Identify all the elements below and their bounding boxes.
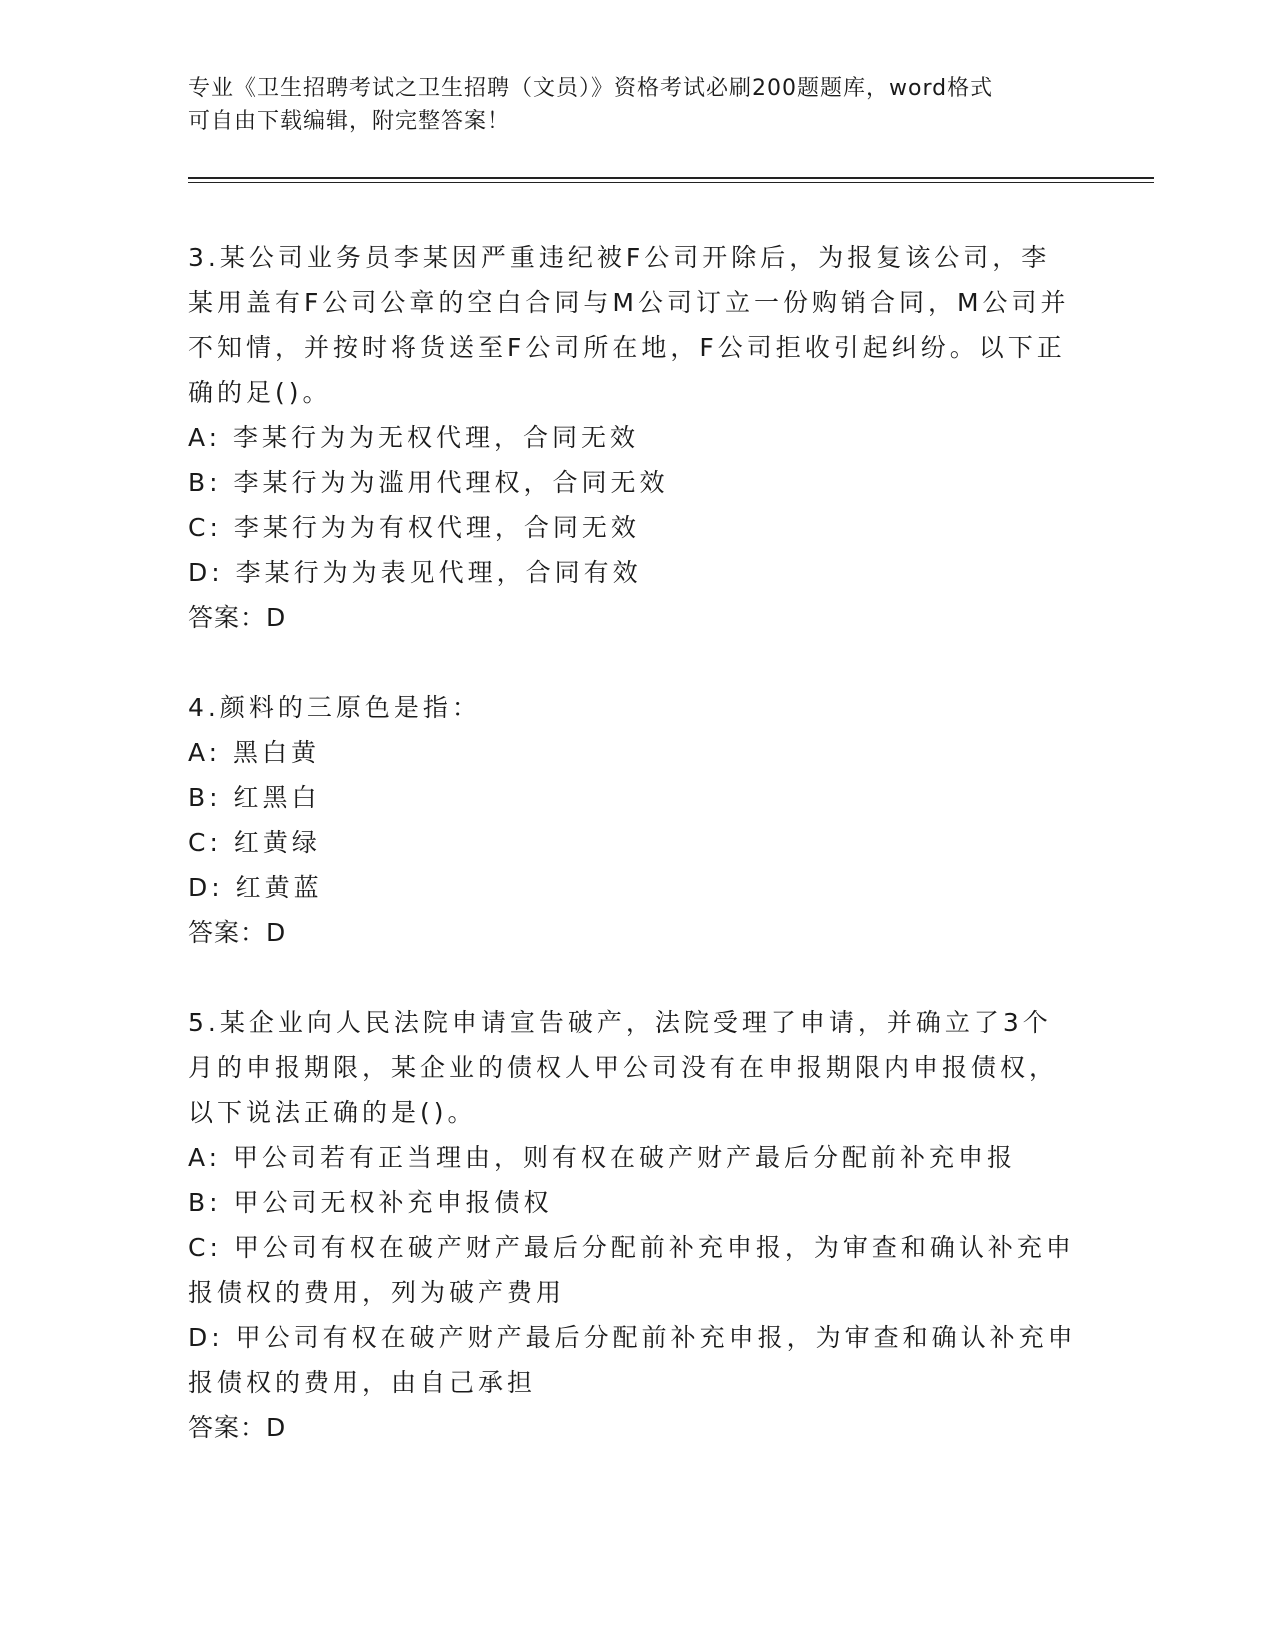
option-c: C: 红黄绿 <box>188 828 321 857</box>
option-c-continued: 报债权的费用，列为破产费用 <box>188 1278 566 1307</box>
header-divider-thin <box>188 182 1154 183</box>
option-b: B: 红黑白 <box>188 783 321 812</box>
answer-line: 答案：D <box>188 918 287 947</box>
question-stem-line: 确的足()。 <box>188 378 332 407</box>
question-spacer <box>188 955 1088 1000</box>
question-spacer <box>188 640 1088 685</box>
question-stem-line: 4.颜料的三原色是指： <box>188 693 481 722</box>
header-line-2: 可自由下载编辑，附完整答案！ <box>188 109 511 134</box>
question-stem-line: 5.某企业向人民法院申请宣告破产，法院受理了申请，并确立了3个 <box>188 1008 1052 1037</box>
option-d: D: 红黄蓝 <box>188 873 323 902</box>
question-5 <box>188 1000 1088 1450</box>
option-d-continued: 报债权的费用，由自己承担 <box>188 1368 537 1397</box>
option-a: A: 甲公司若有正当理由，则有权在破产财产最后分配前补充申报 <box>188 1143 1017 1172</box>
question-stem-line: 某用盖有F公司公章的空白合同与M公司订立一份购销合同，M公司并 <box>188 288 1070 317</box>
header-divider-thick <box>188 177 1154 179</box>
option-d: D: 李某行为为表见代理，合同有效 <box>188 558 642 587</box>
question-stem-line: 以下说法正确的是()。 <box>188 1098 477 1127</box>
question-list <box>188 235 1088 1450</box>
answer-line: 答案：D <box>188 603 287 632</box>
option-d: D: 甲公司有权在破产财产最后分配前补充申报，为审查和确认补充申 <box>188 1323 1077 1352</box>
option-b: B: 甲公司无权补充申报债权 <box>188 1188 553 1217</box>
option-c: C: 甲公司有权在破产财产最后分配前补充申报，为审查和确认补充申 <box>188 1233 1075 1262</box>
option-a: A: 黑白黄 <box>188 738 321 767</box>
question-3 <box>188 235 1088 640</box>
header-line-1: 专业《卫生招聘考试之卫生招聘（文员）》资格考试必刷200题题库，word格式 <box>188 76 994 101</box>
document-header <box>188 72 1088 138</box>
option-b: B: 李某行为为滥用代理权，合同无效 <box>188 468 669 497</box>
question-stem-line: 不知情，并按时将货送至F公司所在地，F公司拒收引起纠纷。以下正 <box>188 333 1066 362</box>
question-4 <box>188 685 1088 955</box>
question-stem-line: 月的申报期限，某企业的债权人甲公司没有在申报期限内申报债权， <box>188 1053 1059 1082</box>
option-a: A: 李某行为为无权代理，合同无效 <box>188 423 640 452</box>
question-stem-line: 3.某公司业务员李某因严重违纪被F公司开除后，为报复该公司，李 <box>188 243 1051 272</box>
option-c: C: 李某行为为有权代理，合同无效 <box>188 513 640 542</box>
answer-line: 答案：D <box>188 1413 287 1442</box>
